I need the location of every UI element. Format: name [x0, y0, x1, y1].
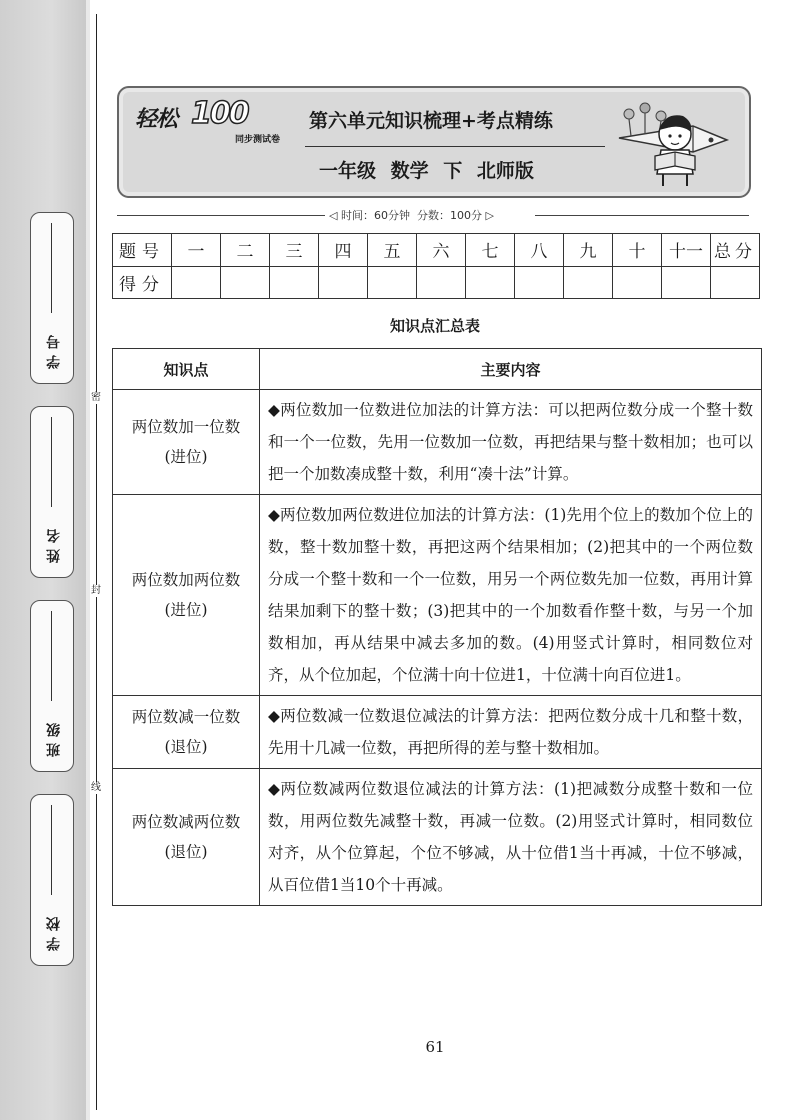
binding-char-feng: 封 — [91, 585, 101, 596]
knowledge-row — [113, 696, 762, 769]
exam-info-text: ◁ 时间：60分钟 分数：100分 ▷ — [329, 209, 494, 222]
school-line — [51, 805, 52, 895]
score-cell-4[interactable] — [319, 266, 368, 299]
summary-title: 知识点汇总表 — [389, 317, 480, 335]
topic-cell — [113, 696, 260, 769]
question-col-9: 九 — [564, 234, 613, 267]
score-cell-1[interactable] — [172, 266, 221, 299]
question-col-5: 五 — [368, 234, 417, 267]
diamond-bullet-icon: ◆ — [268, 401, 281, 419]
knowledge-row — [113, 390, 762, 495]
score-cell-10[interactable] — [613, 266, 662, 299]
exam-info-line — [117, 207, 749, 223]
knowledge-table — [112, 348, 762, 906]
diamond-bullet-icon: ◆ — [268, 780, 281, 798]
class-label: 班级 — [46, 717, 62, 757]
unit-title: 第六单元知识梳理+考点精练 — [309, 110, 553, 132]
diamond-bullet-icon: ◆ — [268, 707, 281, 725]
topic-cell — [113, 390, 260, 495]
topic-title: 两位数加一位数 — [131, 418, 241, 436]
content-text: 两位数加两位数进位加法的计算方法：(1)先用个位上的数加个位上的数，整十数加整十数，再把这两个结果相加；(2)把其中的一个两位数分成一个整十数和一个一位数，用另一个两位数先加一位数，再用计算结果加剩下的整十数；(3)把其中的一个加数看作整十数，与另一个加数相加，再从结果中减去多加的数。(4)用竖式计算时，相同数位对齐，从个位加起，个位满十向十位进1，十位满十向百位进1。 — [268, 506, 753, 684]
question-col-10: 十 — [613, 234, 662, 267]
header-banner — [117, 86, 751, 198]
topic-note: (退位) — [164, 738, 208, 756]
topic-title: 两位数减一位数 — [131, 708, 241, 726]
page-number: 61 — [425, 1038, 445, 1056]
name-line — [51, 417, 52, 507]
content-cell — [260, 495, 762, 696]
knowledge-header-row — [113, 349, 762, 390]
question-col-3: 三 — [270, 234, 319, 267]
brand-name: 轻松 — [135, 107, 178, 132]
score-cell-5[interactable] — [368, 266, 417, 299]
content-cell — [260, 769, 762, 906]
topic-title: 两位数加两位数 — [131, 571, 241, 589]
class-line — [51, 611, 52, 701]
binding-line — [96, 14, 97, 1110]
score-label: 分数：100分 — [416, 209, 482, 222]
question-col-total: 总分 — [711, 234, 760, 267]
name-label: 姓名 — [46, 523, 62, 563]
binding-char-mi: 密 — [91, 392, 101, 403]
col-header-content: 主要内容 — [260, 349, 762, 390]
score-cell-6[interactable] — [417, 266, 466, 299]
name-box[interactable] — [30, 406, 74, 578]
exam-info-rule-left — [117, 215, 325, 216]
topic-title: 两位数减两位数 — [131, 813, 241, 831]
question-col-11: 十一 — [662, 234, 711, 267]
question-col-4: 四 — [319, 234, 368, 267]
student-id-box[interactable] — [30, 212, 74, 384]
question-number-label: 题号 — [113, 234, 172, 267]
grade-subtitle: 一年级 数学 下 北师版 — [319, 160, 534, 182]
binding-char-xian: 线 — [91, 782, 101, 793]
knowledge-row — [113, 495, 762, 696]
topic-note: (进位) — [164, 601, 208, 619]
score-cell-9[interactable] — [564, 266, 613, 299]
student-id-line — [51, 223, 52, 313]
brand-logo — [135, 96, 295, 145]
score-label-cell: 得分 — [113, 266, 172, 299]
time-label: 时间：60分钟 — [340, 209, 410, 222]
content-cell — [260, 696, 762, 769]
brand-subtitle: 同步测试卷 — [235, 135, 281, 145]
diamond-bullet-icon: ◆ — [268, 506, 280, 524]
question-col-7: 七 — [466, 234, 515, 267]
knowledge-row — [113, 769, 762, 906]
question-col-2: 二 — [221, 234, 270, 267]
score-cell-total[interactable] — [711, 266, 760, 299]
question-col-1: 一 — [172, 234, 221, 267]
school-label: 学校 — [46, 911, 62, 951]
content-text: 两位数加一位数进位加法的计算方法：可以把两位数分成一个整十数和一个一位数，先用一位数加一位数，再把结果与整十数相加；也可以把一个加数凑成整十数，利用“凑十法”计算。 — [268, 401, 753, 483]
score-cell-8[interactable] — [515, 266, 564, 299]
topic-note: (进位) — [164, 448, 208, 466]
exam-info-rule-right — [535, 215, 749, 216]
reading-boy-icon — [615, 94, 735, 190]
topic-cell — [113, 769, 260, 906]
content-text: 两位数减一位数退位减法的计算方法：把两位数分成十几和整十数，先用十几减一位数，再把所得的差与整十数相加。 — [268, 707, 753, 757]
score-cell-3[interactable] — [270, 266, 319, 299]
score-table — [112, 233, 760, 299]
question-col-8: 八 — [515, 234, 564, 267]
student-id-label: 学号 — [46, 329, 62, 369]
topic-note: (退位) — [164, 843, 208, 861]
score-cell-11[interactable] — [662, 266, 711, 299]
question-col-6: 六 — [417, 234, 466, 267]
score-cell-2[interactable] — [221, 266, 270, 299]
score-row — [113, 266, 760, 299]
class-box[interactable] — [30, 600, 74, 772]
topic-cell — [113, 495, 260, 696]
banner-divider — [305, 146, 605, 147]
school-box[interactable] — [30, 794, 74, 966]
content-cell — [260, 390, 762, 495]
col-header-topic: 知识点 — [113, 349, 260, 390]
content-text: 两位数减两位数退位减法的计算方法：(1)把减数分成整十数和一位数，用两位数先减整十数，再减一位数。(2)用竖式计算时，相同数位对齐，从个位算起，个位不够减，从十位借1当十再减，十位不够减，从百位借1当10个十再减。 — [268, 780, 753, 894]
question-number-row — [113, 234, 760, 267]
binding-strip-edge — [86, 0, 90, 1120]
score-cell-7[interactable] — [466, 266, 515, 299]
brand-number: 100 — [191, 96, 248, 131]
